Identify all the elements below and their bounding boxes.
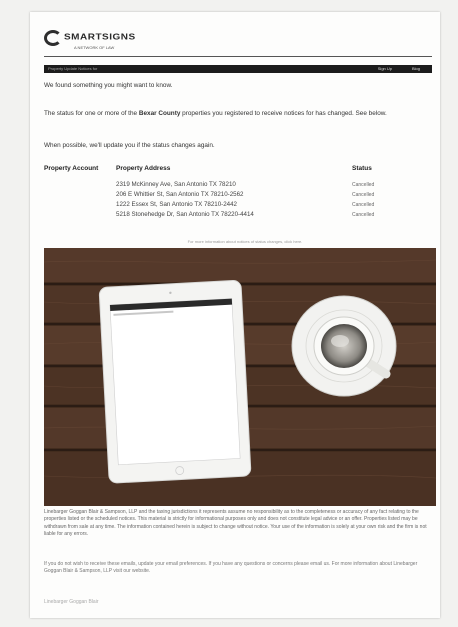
table-row (30, 181, 440, 190)
nav-left-text: Property Update Notices for (48, 66, 98, 71)
status-suffix: properties you registered to receive notices for has changed. See below. (180, 110, 387, 117)
header-status: Status (352, 165, 372, 172)
property-address[interactable]: 5218 Stonehedge Dr, San Antonio TX 78220-4414 (116, 211, 254, 218)
property-address[interactable]: 206 E Whittier St, San Antonio TX 78210-2562 (116, 191, 244, 198)
status-paragraph (44, 109, 424, 118)
nav-link-sign-up[interactable]: Sign Up (377, 66, 392, 71)
update-note: When possible, we'll update you if the status changes again. (44, 142, 215, 149)
navigation-bar (44, 65, 432, 73)
status-prefix: The status for one or more of the (44, 110, 139, 117)
property-address[interactable]: 2319 McKinney Ave, San Antonio TX 78210 (116, 181, 236, 188)
coffee-cup (292, 296, 396, 396)
intro-text: We found something you might want to know. (44, 82, 173, 89)
logo-tagline: A NETWORK OF LAW (74, 45, 115, 50)
nav-link-blog[interactable]: Blog (411, 66, 420, 71)
header-divider (44, 56, 432, 57)
logo-mark-icon (44, 30, 62, 46)
logo[interactable] (44, 28, 154, 56)
email-page (30, 12, 440, 618)
property-address[interactable]: 1222 Essex St, San Antonio TX 78210-2442 (116, 201, 237, 208)
unsubscribe-paragraph: If you do not wish to receive these emails, update your email preferences. If you have any questions or concerns please email us. For more information about Linebarger Goggan Blair & Sampson, LLP visit our website. (44, 561, 418, 575)
tablet (99, 280, 251, 483)
property-status: Cancelled (352, 192, 375, 198)
property-status: Cancelled (352, 202, 375, 208)
footer-signoff: Linebarger Goggan Blair (44, 599, 99, 605)
tablet-coffee-photo (44, 248, 436, 506)
table-row (30, 211, 440, 220)
logo-name: SMARTSIGNS (64, 33, 136, 42)
table-row (30, 201, 440, 210)
property-status: Cancelled (352, 212, 375, 218)
tablet-screen (110, 299, 240, 465)
more-info-link[interactable]: For more information about notices of status changes, click here. (187, 239, 303, 244)
disclaimer-paragraph: Linebarger Goggan Blair & Sampson, LLP and the taxing jurisdictions it represents assume no responsibility as to the completeness or accuracy of any fact relating to the properties listed or the scheduled notices. This material is strictly for informational purposes only and does not constitute legal advice or an offer. Properties listed may be withdrawn from sale at any time. The information contained herein is subject to change without notice. Your use of the information is solely at your own risk and the firm is not liable for any errors. (44, 509, 427, 538)
header-property-address: Property Address (116, 165, 171, 172)
table-row (30, 191, 440, 200)
county-name: Bexar County (138, 110, 181, 117)
header-property-account: Property Account (44, 165, 99, 172)
property-status: Cancelled (352, 182, 375, 188)
